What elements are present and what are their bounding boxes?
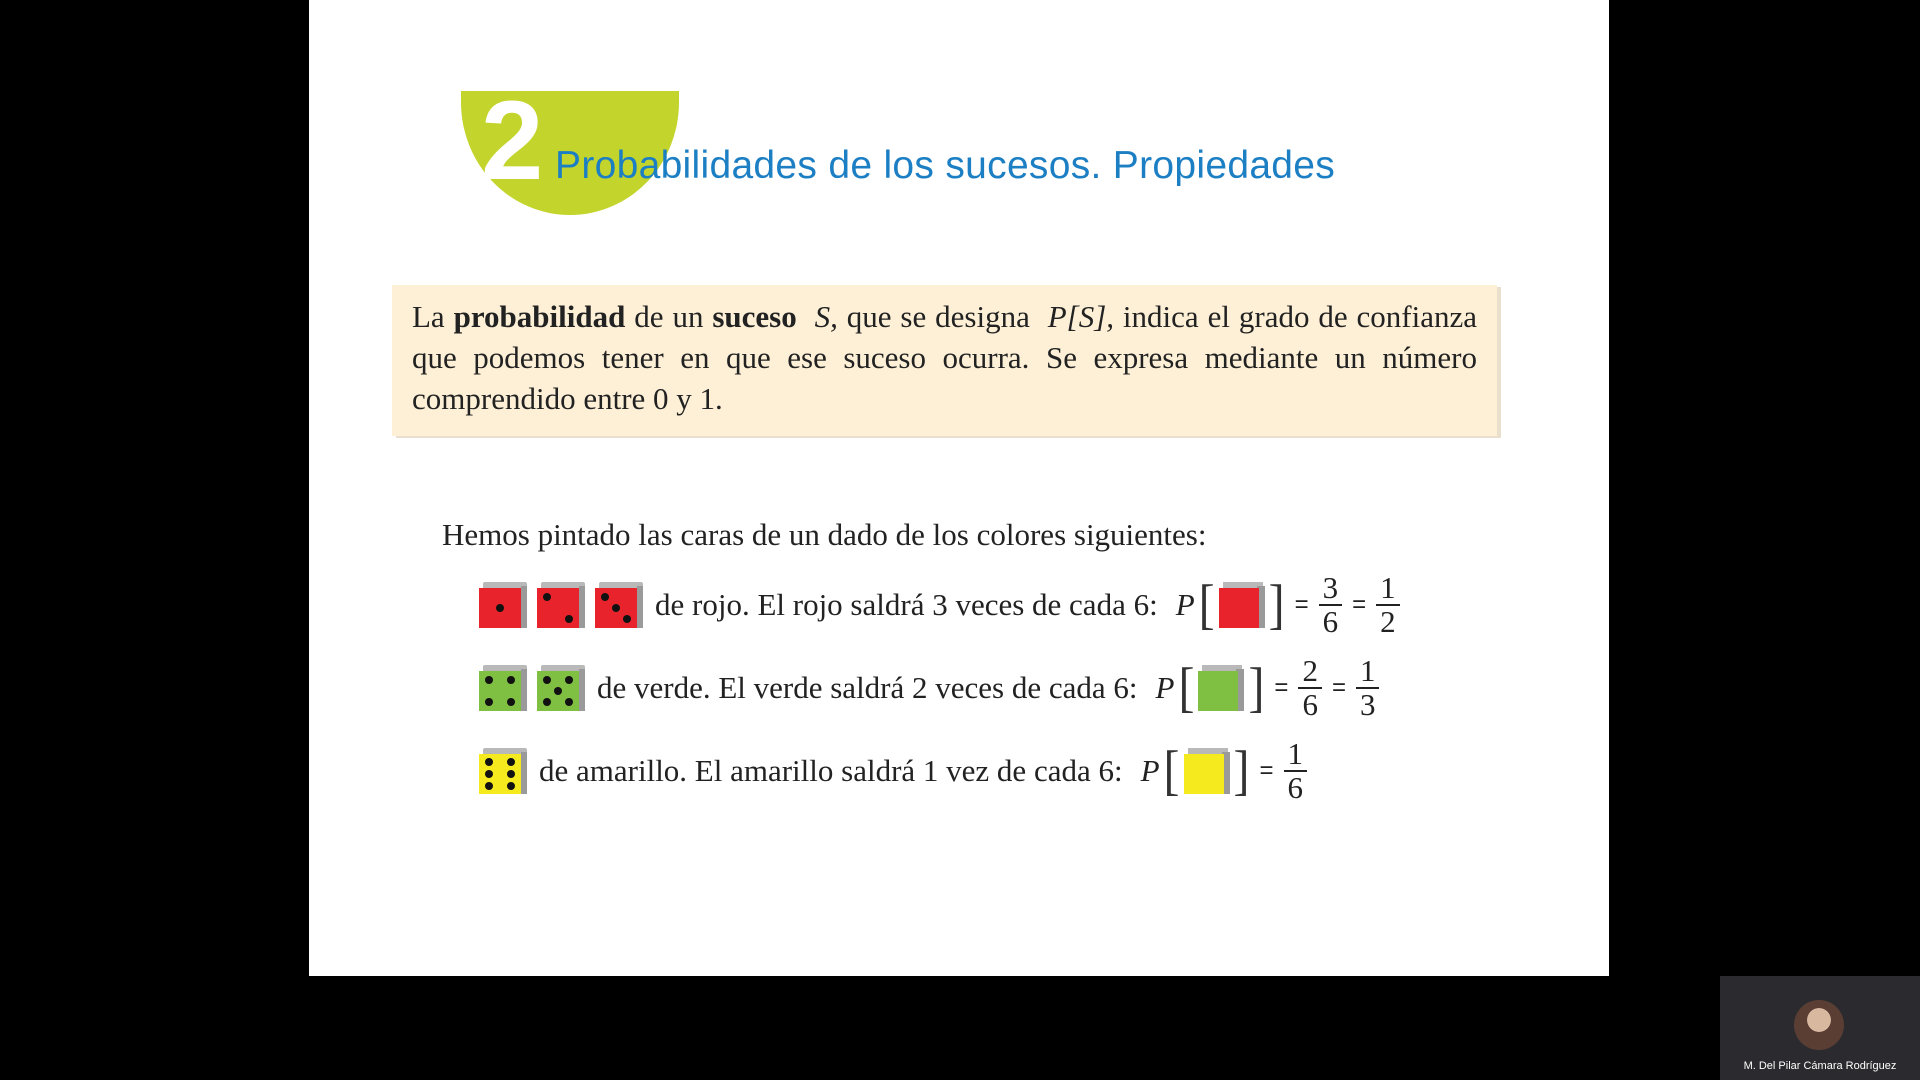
participant-name: M. Del Pilar Cámara Rodríguez [1743,1060,1897,1072]
yellow-die-icon [479,748,527,794]
green-die-icon [479,665,527,711]
definition-box [392,285,1497,436]
green-die-icon [537,665,585,711]
denominator: 6 [1287,770,1304,805]
left-bracket: [ [1198,573,1215,635]
equals-sign: = [1352,591,1367,618]
def-bold-probabilidad: probabilidad [453,299,626,334]
denominator: 6 [1302,687,1318,722]
probability-row-green [479,653,1379,722]
right-bracket: ] [1268,573,1285,635]
numerator: 1 [1376,572,1400,606]
red-die-icon [479,582,527,628]
yellow-swatch-icon [1182,748,1232,794]
denominator: 2 [1380,604,1396,639]
fraction [1356,655,1380,721]
fraction [1298,655,1322,721]
probability-row-yellow [479,736,1307,805]
def-bold-suceso: suceso [712,299,797,334]
probability-row-red [479,570,1400,639]
denominator: 3 [1359,687,1376,722]
equals-sign: = [1274,674,1289,701]
left-bracket: [ [1163,739,1180,801]
numerator: 2 [1298,655,1322,689]
row-text-red: de rojo. El rojo saldrá 3 veces de cada 6: [655,587,1158,622]
def-text: indica el grado de confianza que podemos tener en que ese suceso ocurra. Se expresa mediante un número comprendido entre 0 y 1. [412,299,1478,416]
prob-symbol: P [1140,753,1160,788]
slide-title: Probabilidades de los sucesos. Propiedades [555,144,1336,187]
section-number: 2 [481,78,544,203]
right-bracket: ] [1248,656,1265,718]
presentation-slide [309,0,1609,976]
left-bracket: [ [1178,656,1195,718]
user-avatar-icon [1794,1000,1844,1050]
equals-sign: = [1294,591,1309,618]
fraction [1319,572,1343,638]
formula-red [1176,572,1400,638]
intro-text: Hemos pintado las caras de un dado de los colores siguientes: [442,517,1207,552]
equals-sign: = [1331,674,1346,701]
def-symbol-ps: P[S], [1047,299,1115,334]
fraction [1376,572,1400,638]
red-die-icon [537,582,585,628]
equals-sign: = [1259,757,1274,784]
def-text: La [412,299,454,334]
formula-green [1156,655,1380,721]
formula-yellow [1141,738,1307,804]
row-text-green: de verde. El verde saldrá 2 veces de cada 6: [597,670,1138,705]
prob-symbol: P [1155,670,1175,705]
red-die-icon [595,582,643,628]
def-text: que se designa [837,299,1039,334]
row-text-yellow: de amarillo. El amarillo saldrá 1 vez de cada 6: [539,753,1123,788]
numerator: 1 [1356,655,1380,689]
participant-video-tile[interactable] [1720,976,1920,1080]
def-text: de un [625,299,713,334]
numerator: 3 [1319,572,1343,606]
red-swatch-icon [1217,582,1267,628]
def-symbol-s: S, [814,299,838,334]
numerator: 1 [1284,738,1308,772]
fraction [1284,738,1308,804]
prob-symbol: P [1175,587,1195,622]
green-swatch-icon [1196,665,1246,711]
right-bracket: ] [1233,739,1250,801]
denominator: 6 [1322,604,1339,639]
